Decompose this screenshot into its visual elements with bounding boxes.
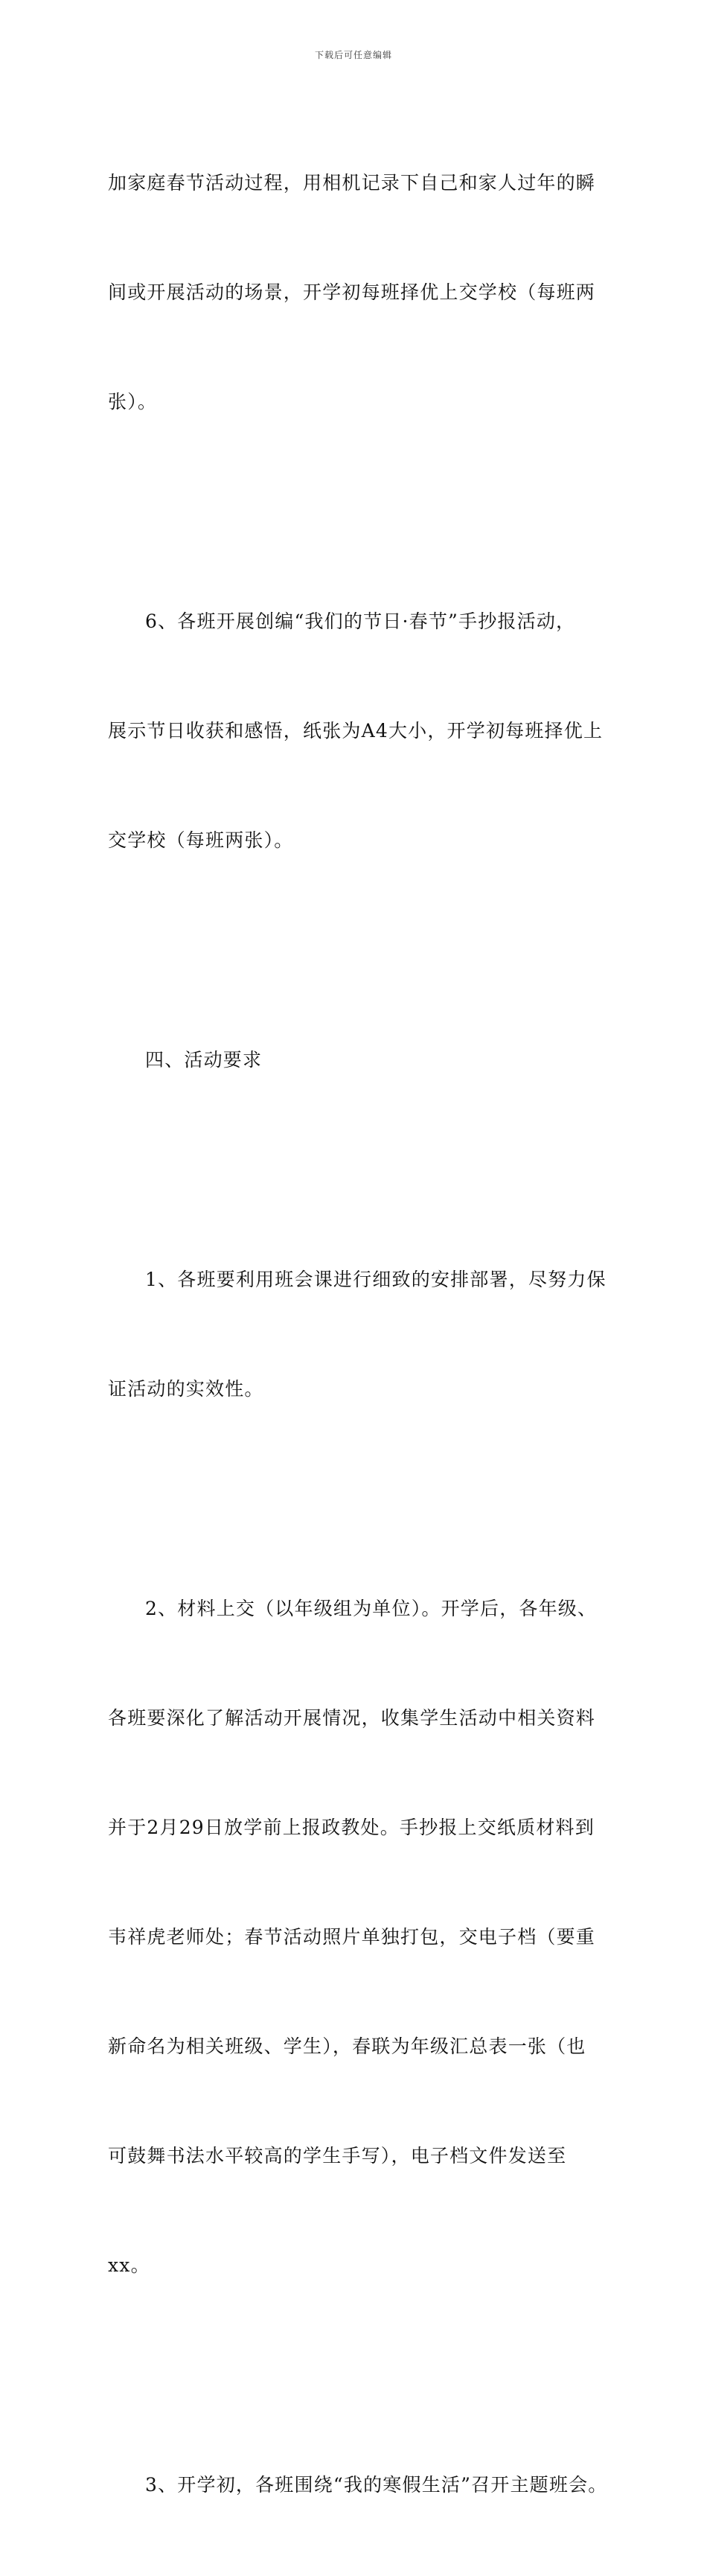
text-line: 各班要深化了解活动开展情况，收集学生活动中相关资料	[108, 1707, 596, 1729]
text-line: 韦祥虎老师处；春节活动照片单独打包，交电子档（要重	[108, 1926, 596, 1948]
text-line: xx。	[108, 2254, 150, 2276]
paragraph-continuation	[108, 92, 621, 493]
paragraph-requirement-2	[108, 1517, 621, 2356]
section-heading-text: 四、活动要求	[145, 1049, 263, 1071]
page-header-note: 下载后可任意编辑	[314, 50, 392, 60]
paragraph-requirement-1	[108, 1188, 621, 1480]
text-line: 新命名为相关班级、学生），春联为年级汇总表一张（也	[108, 2035, 586, 2057]
text-line: 2、材料上交（以年级组为单位）。开学后，各年级、	[145, 1598, 598, 1619]
text-line: 3、开学初，各班围绕“我的寒假生活”召开主题班会。	[145, 2474, 608, 2496]
text-line: 交学校（每班两张）。	[108, 829, 294, 851]
text-line: 6、各班开展创编“我们的节日·春节”手抄报活动，	[145, 610, 576, 632]
text-line: 张）。	[108, 391, 158, 412]
section-heading	[108, 969, 621, 1151]
text-line: 展示节日收获和感悟，纸张为A4大小，开学初每班择优上	[108, 720, 604, 742]
text-line: 可鼓舞书法水平较高的学生手写），电子档文件发送至	[108, 2145, 567, 2167]
text-line: 证活动的实效性。	[108, 1378, 264, 1400]
paragraph-item-6	[108, 530, 621, 931]
text-line: 1、各班要利用班会课进行细致的安排部署，尽努力保	[145, 1269, 607, 1290]
document-body	[108, 92, 621, 2576]
paragraph-requirement-3	[108, 2394, 621, 2576]
text-line: 间或开展活动的场景，开学初每班择优上交学校（每班两	[108, 281, 596, 303]
text-line: 并于2月29日放学前上报政教处。手抄报上交纸质材料到	[108, 1817, 595, 1838]
text-line: 加家庭春节活动过程，用相机记录下自己和家人过年的瞬	[108, 172, 596, 194]
